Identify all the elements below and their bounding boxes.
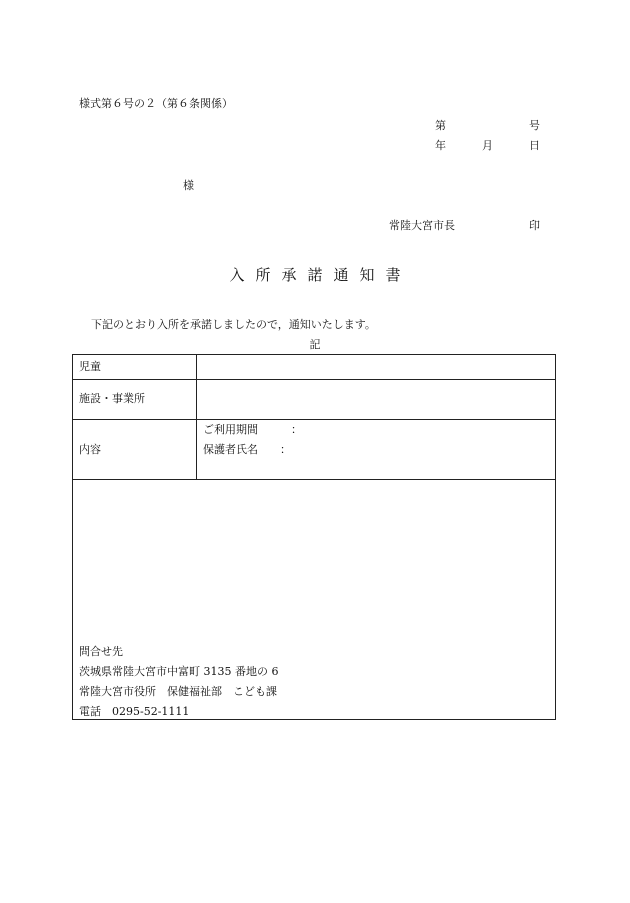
table-divider	[73, 419, 555, 420]
table-divider	[73, 479, 555, 480]
seal-mark: 印	[529, 219, 540, 232]
contact-phone: 電話 0295-52-1111	[79, 705, 190, 718]
issuer-name: 常陸大宮市長	[389, 219, 455, 232]
ki-heading: 記	[309, 338, 321, 351]
table-column-divider	[196, 355, 197, 479]
contact-address: 茨城県常陸大宮市中富町 3135 番地の 6	[79, 665, 279, 678]
row-child-label: 児童	[79, 360, 101, 373]
document-title: 入所承諾通知書	[229, 266, 412, 284]
number-prefix: 第	[435, 119, 446, 132]
usage-period-label: ご利用期間 ：	[203, 423, 302, 436]
form-number: 様式第６号の２（第６条関係）	[79, 97, 233, 110]
addressee-suffix: 様	[183, 179, 194, 192]
intro-text: 下記のとおり入所を承諾しましたので，通知いたします。	[91, 318, 376, 331]
date-year: 年	[435, 139, 446, 152]
row-facility-label: 施設・事業所	[79, 392, 145, 405]
guardian-name-label: 保護者氏名 ：	[203, 443, 291, 456]
number-suffix: 号	[529, 119, 540, 132]
contact-office: 常陸大宮市役所 保健福祉部 こども課	[79, 685, 277, 698]
notice-table	[72, 354, 556, 720]
date-month: 月	[482, 139, 493, 152]
child-name-field[interactable]	[203, 360, 543, 374]
date-day: 日	[529, 139, 540, 152]
facility-field[interactable]	[203, 385, 543, 413]
row-content-label: 内容	[79, 443, 101, 456]
table-divider	[73, 379, 555, 380]
contact-heading: 問合せ先	[79, 645, 123, 658]
